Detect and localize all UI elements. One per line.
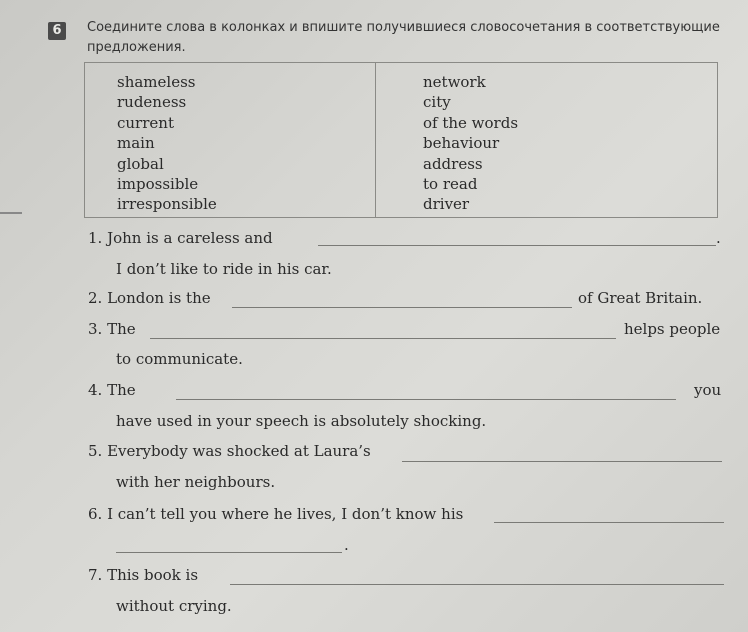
table-divider [375, 63, 376, 217]
sentence-5-text: 5. Everybody was shocked at Laura’s [88, 442, 371, 460]
sentence-3-text: 3. The [88, 320, 136, 338]
right-word: behaviour [423, 134, 500, 153]
right-word: address [423, 154, 483, 173]
sentence-2-text: 2. London is the [88, 289, 211, 307]
exercise-number: 6 [48, 22, 66, 40]
left-word: impossible [117, 175, 199, 194]
sentence-4-continuation: have used in your speech is absolutely shocking. [116, 412, 487, 430]
margin-mark [0, 212, 22, 214]
sentence-4-text: 4. The [88, 381, 136, 399]
sentence-1-blank[interactable] [318, 245, 716, 246]
sentence-4-end: you [694, 381, 722, 399]
left-column [117, 72, 217, 215]
sentence-7-blank[interactable] [230, 584, 724, 585]
left-word: main [117, 134, 155, 153]
sentence-3-blank[interactable] [150, 338, 616, 339]
left-word: irresponsible [117, 195, 217, 214]
right-word: of the words [423, 113, 519, 132]
left-word: rudeness [117, 93, 187, 112]
right-word: city [423, 93, 451, 112]
right-word: network [423, 73, 486, 91]
sentence-1-text: 1. John is a careless and [88, 229, 273, 247]
right-column [423, 72, 518, 215]
sentence-7-continuation: without crying. [116, 597, 232, 615]
word-table [84, 62, 718, 218]
right-word: to read [423, 175, 478, 194]
exercise-instruction: Соедините слова в колонках и впишите получившиеся словосочетания в соответствующие предложения. [87, 20, 720, 55]
sentence-6-period: . [344, 536, 349, 554]
sentence-6-blank-1[interactable] [494, 522, 724, 523]
right-word: driver [423, 195, 470, 214]
sentence-1-period: . [716, 229, 721, 247]
sentence-3-end: helps people [624, 320, 721, 338]
sentence-5-blank[interactable] [402, 461, 722, 462]
sentence-5-continuation: with her neighbours. [116, 473, 276, 491]
left-word: global [117, 154, 164, 173]
left-word: shameless [117, 73, 196, 91]
sentence-2-end: of Great Britain. [578, 289, 703, 307]
left-word: current [117, 113, 174, 132]
sentence-7-text: 7. This book is [88, 566, 199, 584]
sentence-2-blank[interactable] [232, 307, 572, 308]
sentence-1-continuation: I don’t like to ride in his car. [116, 260, 332, 278]
sentence-6-text: 6. I can’t tell you where he lives, I don’t know his [88, 505, 464, 523]
sentence-6-blank-2[interactable] [116, 552, 342, 553]
sentence-4-blank[interactable] [176, 399, 676, 400]
sentence-3-continuation: to communicate. [116, 350, 243, 368]
